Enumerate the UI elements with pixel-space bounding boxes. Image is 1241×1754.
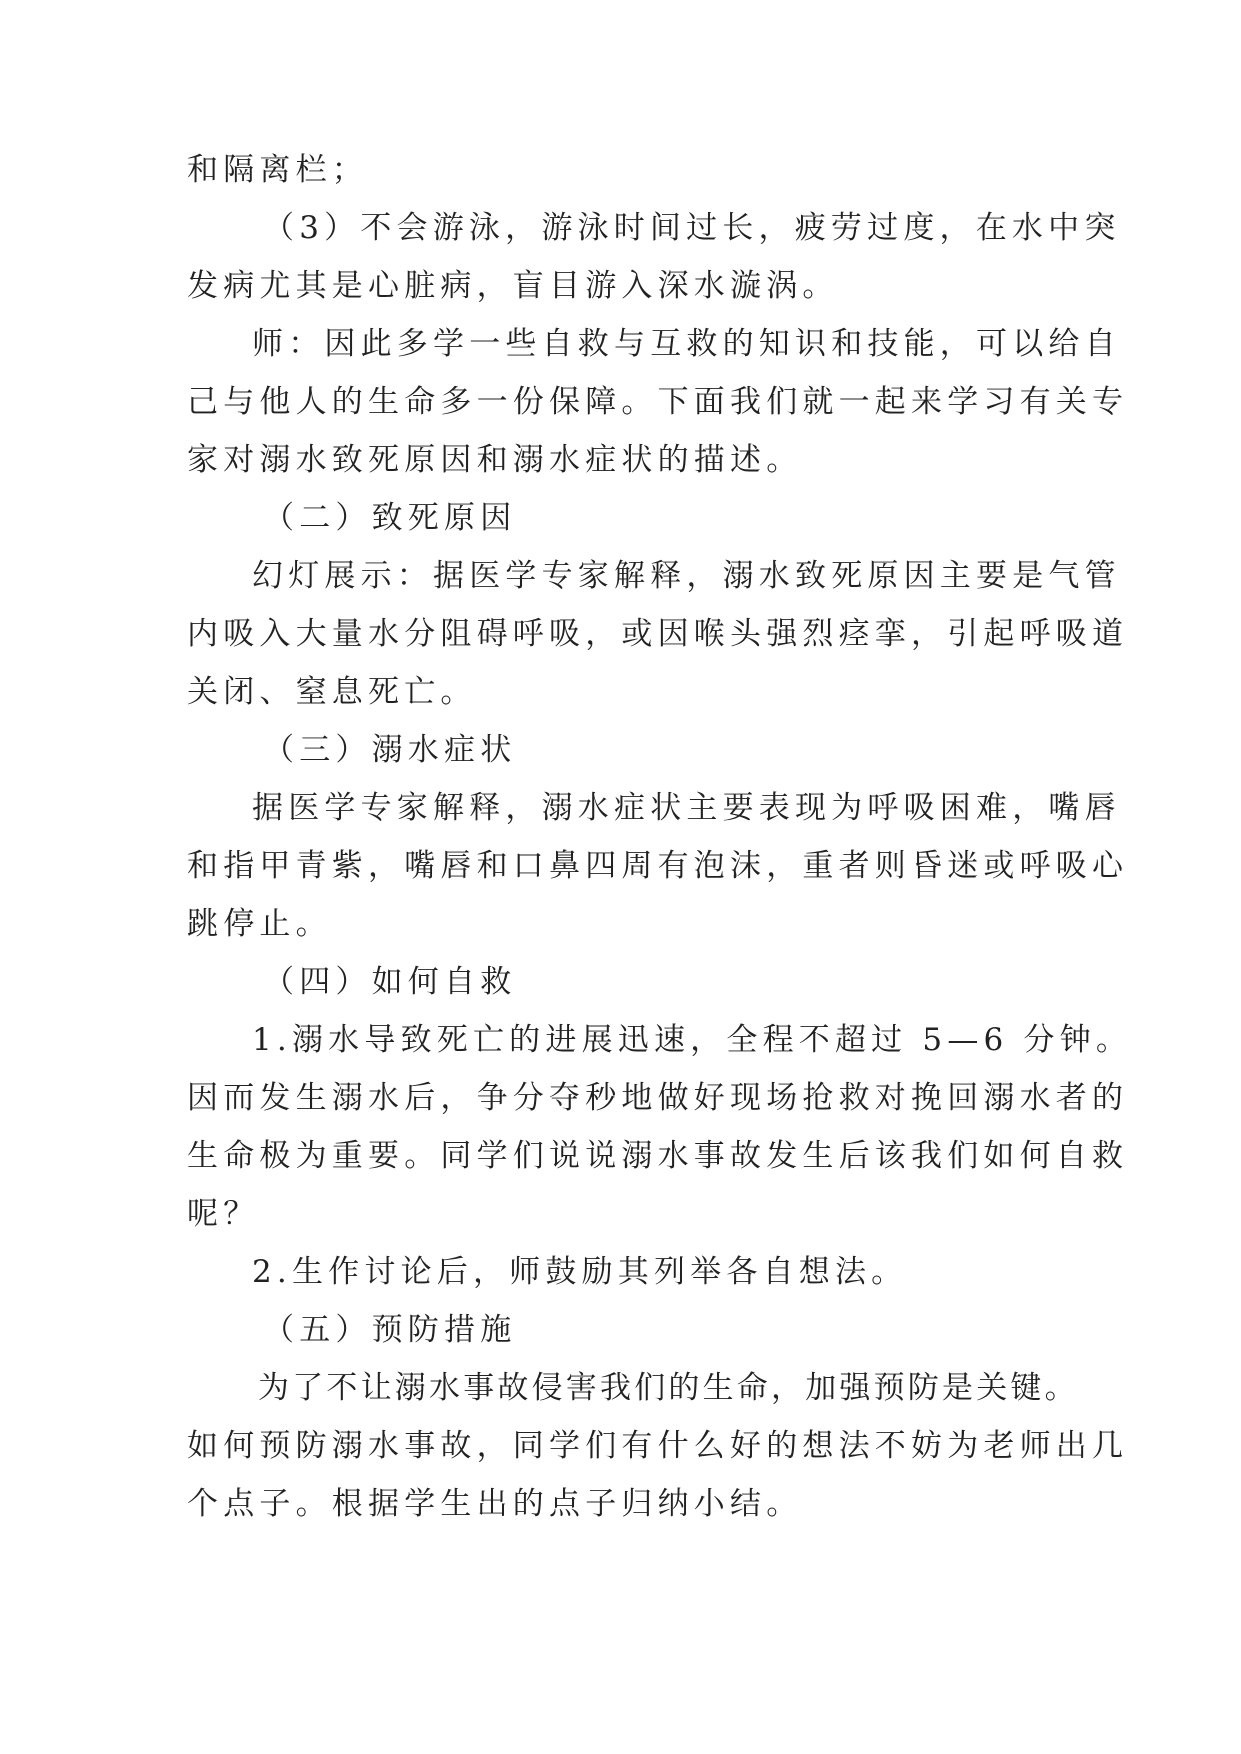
text-line: 呢？ <box>187 1196 260 1232</box>
text-line: 为了不让溺水事故侵害我们的生命，加强预防是关键。 <box>258 1370 1079 1406</box>
text-line: 己与他人的生命多一份保障。下面我们就一起来学习有关专 <box>187 384 1129 420</box>
text-line: 个点子。根据学生出的点子归纳小结。 <box>187 1486 803 1522</box>
section-heading: （三）溺水症状 <box>263 732 517 768</box>
text-line: 师：因此多学一些自救与互救的知识和技能，可以给自 <box>252 326 1121 362</box>
section-heading: （五）预防措施 <box>263 1312 517 1348</box>
text-line: 如何预防溺水事故，同学们有什么好的想法不妨为老师出几 <box>187 1428 1129 1464</box>
text-line: 生命极为重要。同学们说说溺水事故发生后该我们如何自救 <box>187 1138 1129 1174</box>
text-line: 据医学专家解释，溺水症状主要表现为呼吸困难，嘴唇 <box>252 790 1121 826</box>
text-line: 内吸入大量水分阻碍呼吸，或因喉头强烈痉挛，引起呼吸道 <box>187 616 1129 652</box>
text-line: 和隔离栏； <box>187 152 368 188</box>
text-line: 发病尤其是心脏病，盲目游入深水漩涡。 <box>187 268 839 304</box>
text-line: 跳停止。 <box>187 906 332 942</box>
text-line: 家对溺水致死原因和溺水症状的描述。 <box>187 442 803 478</box>
text-line: （3）不会游泳，游泳时间过长，疲劳过度，在水中突 <box>263 210 1121 246</box>
text-line: 幻灯展示：据医学专家解释，溺水致死原因主要是气管 <box>252 558 1121 594</box>
section-heading: （四）如何自救 <box>263 964 517 1000</box>
text-line: 1.溺水导致死亡的进展迅速，全程不超过 5—6 分钟。 <box>252 1022 1133 1058</box>
text-line: 关闭、窒息死亡。 <box>187 674 477 710</box>
section-heading: （二）致死原因 <box>263 500 517 536</box>
text-line: 因而发生溺水后，争分夺秒地做好现场抢救对挽回溺水者的 <box>187 1080 1129 1116</box>
text-line: 和指甲青紫，嘴唇和口鼻四周有泡沫，重者则昏迷或呼吸心 <box>187 848 1129 884</box>
text-line: 2.生作讨论后，师鼓励其列举各自想法。 <box>252 1254 908 1290</box>
